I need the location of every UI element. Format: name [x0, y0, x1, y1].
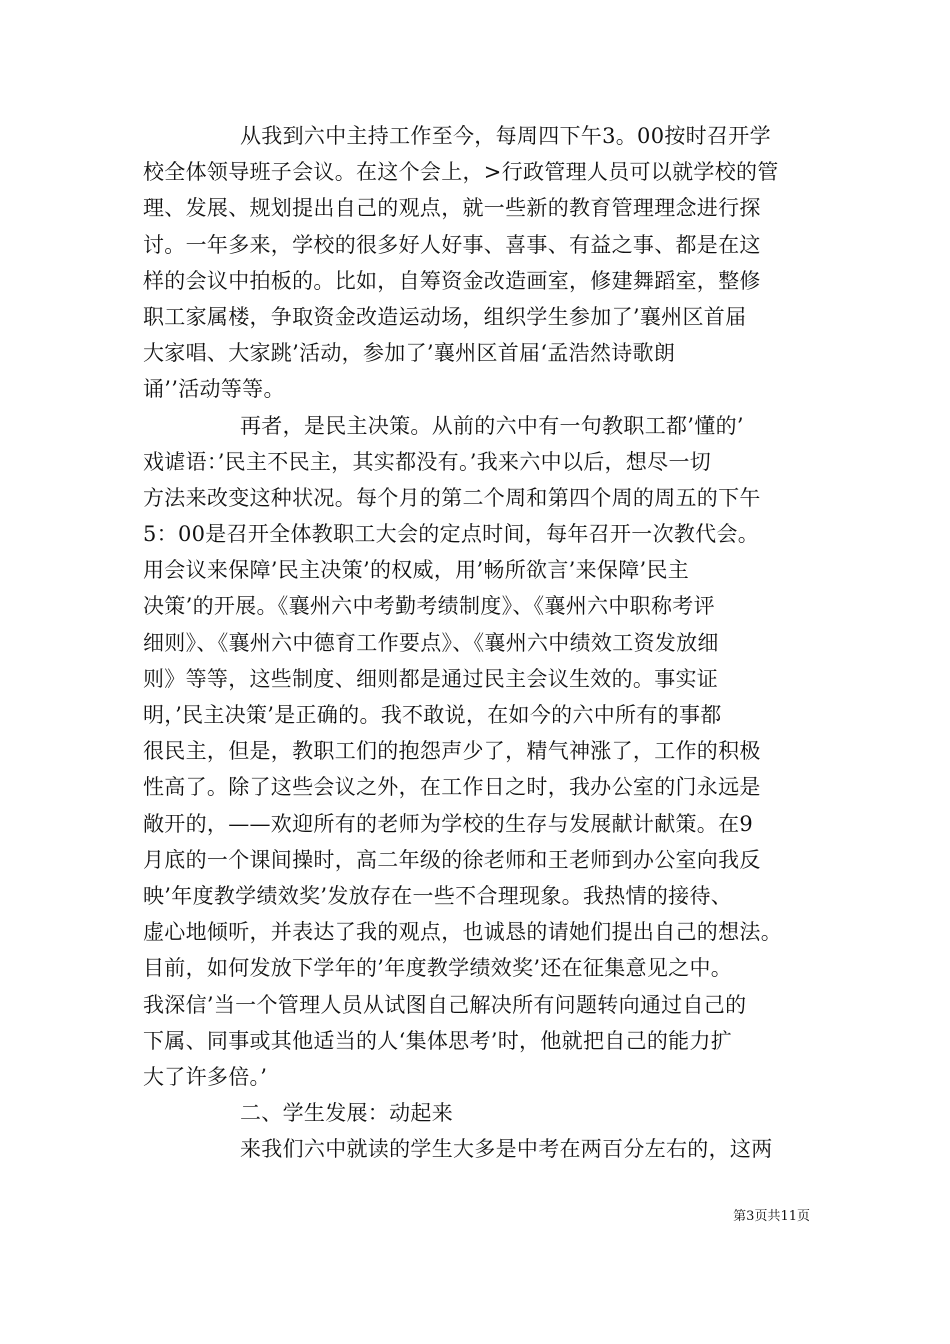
text-line: 月底的一个课间操时，高二年级的徐老师和王老师到办公室向我反 [143, 847, 761, 872]
text-line: 样的会议中拍板的。比如，自筹资金改造画室，修建舞蹈室，整修 [143, 268, 761, 293]
text-line: 5：00是召开全体教职工大会的定点时间，每年召开一次教代会。 [143, 522, 760, 547]
document-body [143, 118, 813, 1167]
text-line: 大了许多倍。’ [143, 1064, 268, 1089]
text-line: 校全体领导班子会议。在这个会上，>行政管理人员可以就学校的管 [143, 160, 779, 185]
page-number: 第3页共11页 [733, 1209, 810, 1224]
text-line: 再者，是民主决策。从前的六中有一句教职工都’懂的’ [240, 413, 744, 438]
section-heading: 二、学生发展：动起来 [240, 1101, 453, 1126]
text-line: 明，’民主决策’是正确的。我不敢说，在如今的六中所有的事都 [143, 703, 722, 727]
text-line: 敞开的，——欢迎所有的老师为学校的生存与发展献计献策。在9 [143, 811, 754, 836]
text-line: 目前，如何发放下学年的’年度教学绩效奖’还在征集意见之中。 [143, 956, 733, 981]
text-line: 大家唱、大家跳’活动，参加了’襄州区首届‘孟浩然诗歌朗 [143, 341, 676, 366]
text-line: 则》等等，这些制度、细则都是通过民主会议生效的。事实证 [143, 666, 719, 691]
text-line: 职工家属楼，争取资金改造运动场，组织学生参加了’襄州区首届 [143, 304, 747, 329]
text-line: 从我到六中主持工作至今，每周四下午3。00按时召开学 [240, 124, 771, 148]
text-line: 戏谑语：’民主不民主，其实都没有。’我来六中以后，想尽一切 [143, 449, 712, 474]
text-line: 我深信’当一个管理人员从试图自己解决所有问题转向通过自己的 [143, 992, 747, 1017]
text-line: 来我们六中就读的学生大多是中考在两百分左右的，这两 [240, 1137, 773, 1162]
text-line: 方法来改变这种状况。每个月的第二个周和第四个周的周五的下午 [143, 485, 761, 510]
text-line: 很民主，但是，教职工们的抱怨声少了，精气神涨了，工作的积极 [143, 739, 761, 764]
text-line: 决策’的开展。《襄州六中考勤考绩制度》、《襄州六中职称考评 [143, 594, 715, 619]
text-line: 讨。一年多来，学校的很多好人好事、喜事、有益之事、都是在这 [143, 232, 761, 257]
text-line: 理、发展、规划提出自己的观点，就一些新的教育管理理念进行探 [143, 196, 761, 221]
text-line: 诵’’活动等等。 [143, 377, 285, 402]
text-line: 细则》、《襄州六中德育工作要点》、《襄州六中绩效工资发放细 [143, 630, 719, 655]
text-line: 下属、同事或其他适当的人‘集体思考’时，他就把自己的能力扩 [143, 1028, 733, 1053]
text-line: 映’年度教学绩效奖’发放存在一些不合理现象。我热情的接待、 [143, 883, 733, 908]
text-line: 用会议来保障’民主决策’的权威，用’畅所欲言’来保障’民主 [143, 558, 690, 583]
text-line: 性高了。除了这些会议之外，在工作日之时，我办公室的门永远是 [143, 775, 761, 800]
text-line: 虚心地倾听，并表达了我的观点，也诚恳的请她们提出自己的想法。 [143, 920, 782, 945]
